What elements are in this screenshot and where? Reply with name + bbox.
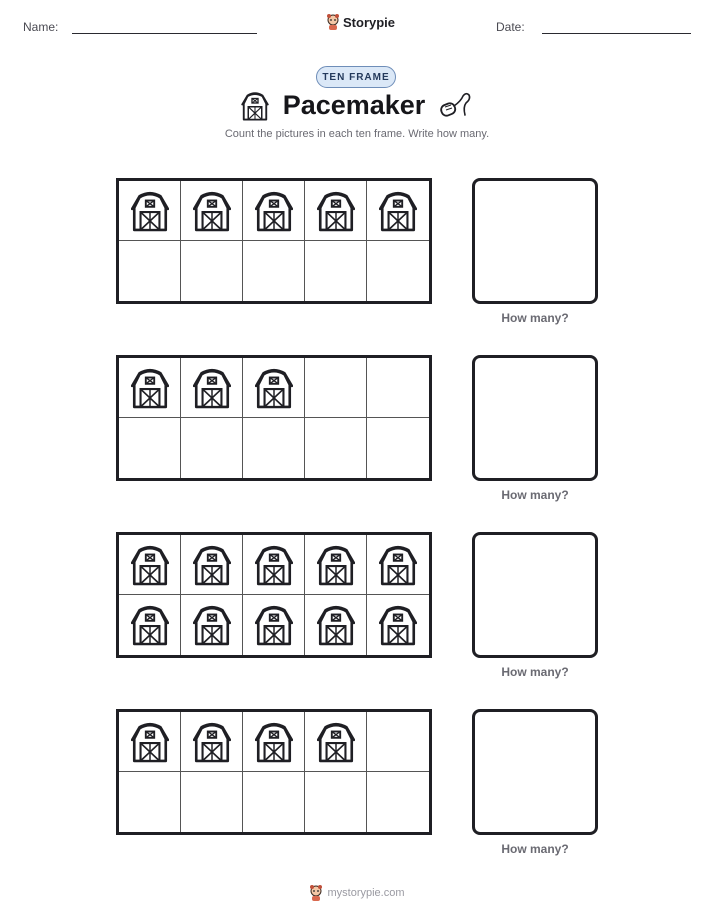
- pacemaker-icon: [439, 91, 473, 121]
- instructions: Count the pictures in each ten frame. Write how many.: [224, 128, 490, 140]
- ten-frame-cell: [243, 772, 305, 832]
- ten-frame-cell: [367, 241, 429, 301]
- ten-frame-badge: TEN FRAME: [316, 66, 396, 88]
- ten-frame-cell: [243, 358, 305, 418]
- ten-frame-cell: [305, 712, 367, 772]
- page-title: Pacemaker: [282, 90, 426, 120]
- ten-frame-cell: [305, 241, 367, 301]
- barn-icon: [131, 721, 169, 763]
- ten-frame-cell: [305, 181, 367, 241]
- barn-icon: [131, 604, 169, 646]
- ten-frame-cell: [181, 418, 243, 478]
- how-many-label: How many?: [501, 488, 569, 502]
- ten-frame-cell: [181, 772, 243, 832]
- ten-frame-cell: [367, 535, 429, 595]
- barn-icon: [317, 604, 355, 646]
- ten-frame-cell: [119, 595, 181, 655]
- title-row: [0, 90, 714, 121]
- ten-frame-cell: [243, 418, 305, 478]
- barn-icon: [193, 604, 231, 646]
- ten-frame-cell: [243, 595, 305, 655]
- ten-frame: [116, 709, 432, 835]
- barn-icon: [379, 604, 417, 646]
- barn-icon: [131, 544, 169, 586]
- barn-icon: [317, 544, 355, 586]
- ten-frame-cell: [243, 535, 305, 595]
- ten-frame: [116, 532, 432, 658]
- ten-frame-cell: [119, 712, 181, 772]
- name-label: Name:: [23, 20, 59, 34]
- ten-frame-cell: [305, 358, 367, 418]
- how-many-label: How many?: [501, 842, 569, 856]
- ten-frame-cell: [119, 241, 181, 301]
- name-line[interactable]: [72, 33, 257, 34]
- ten-frame-cell: [305, 595, 367, 655]
- barn-icon: [317, 190, 355, 232]
- date-line[interactable]: [542, 33, 691, 34]
- ten-frame-cell: [367, 358, 429, 418]
- ten-frame-cell: [119, 535, 181, 595]
- barn-icon: [131, 367, 169, 409]
- ten-frame-cell: [367, 595, 429, 655]
- storypie-mascot-icon: [326, 14, 340, 30]
- ten-frame-cell: [305, 418, 367, 478]
- ten-frame-cell: [181, 358, 243, 418]
- footer-url[interactable]: mystorypie.com: [327, 887, 405, 899]
- ten-frame-cell: [367, 712, 429, 772]
- how-many-label: How many?: [501, 665, 569, 679]
- answer-box[interactable]: [472, 178, 598, 304]
- answer-box[interactable]: [472, 709, 598, 835]
- brand-logo: [326, 14, 395, 30]
- ten-frame-cell: [305, 535, 367, 595]
- ten-frame-cell: [181, 241, 243, 301]
- ten-frame-cell: [305, 772, 367, 832]
- barn-icon: [193, 190, 231, 232]
- answer-box[interactable]: [472, 355, 598, 481]
- ten-frame-cell: [367, 181, 429, 241]
- ten-frame-cell: [243, 712, 305, 772]
- barn-icon: [255, 367, 293, 409]
- barn-icon: [255, 190, 293, 232]
- ten-frame: [116, 178, 432, 304]
- barn-icon: [241, 91, 269, 121]
- date-label: Date:: [496, 20, 525, 34]
- ten-frame-cell: [367, 418, 429, 478]
- ten-frame-cell: [181, 535, 243, 595]
- ten-frame: [116, 355, 432, 481]
- barn-icon: [379, 544, 417, 586]
- barn-icon: [255, 604, 293, 646]
- ten-frame-cell: [119, 772, 181, 832]
- how-many-label: How many?: [501, 311, 569, 325]
- barn-icon: [255, 721, 293, 763]
- barn-icon: [193, 544, 231, 586]
- ten-frame-cell: [119, 418, 181, 478]
- footer: [0, 885, 714, 901]
- answer-box[interactable]: [472, 532, 598, 658]
- barn-icon: [193, 721, 231, 763]
- barn-icon: [131, 190, 169, 232]
- barn-icon: [317, 721, 355, 763]
- ten-frame-cell: [119, 181, 181, 241]
- ten-frame-cell: [243, 181, 305, 241]
- ten-frame-cell: [181, 712, 243, 772]
- ten-frame-cell: [243, 241, 305, 301]
- ten-frame-cell: [367, 772, 429, 832]
- barn-icon: [379, 190, 417, 232]
- barn-icon: [193, 367, 231, 409]
- ten-frame-cell: [119, 358, 181, 418]
- barn-icon: [255, 544, 293, 586]
- ten-frame-cell: [181, 181, 243, 241]
- brand-name: Storypie: [343, 14, 396, 30]
- ten-frame-cell: [181, 595, 243, 655]
- storypie-mascot-icon: [309, 885, 323, 901]
